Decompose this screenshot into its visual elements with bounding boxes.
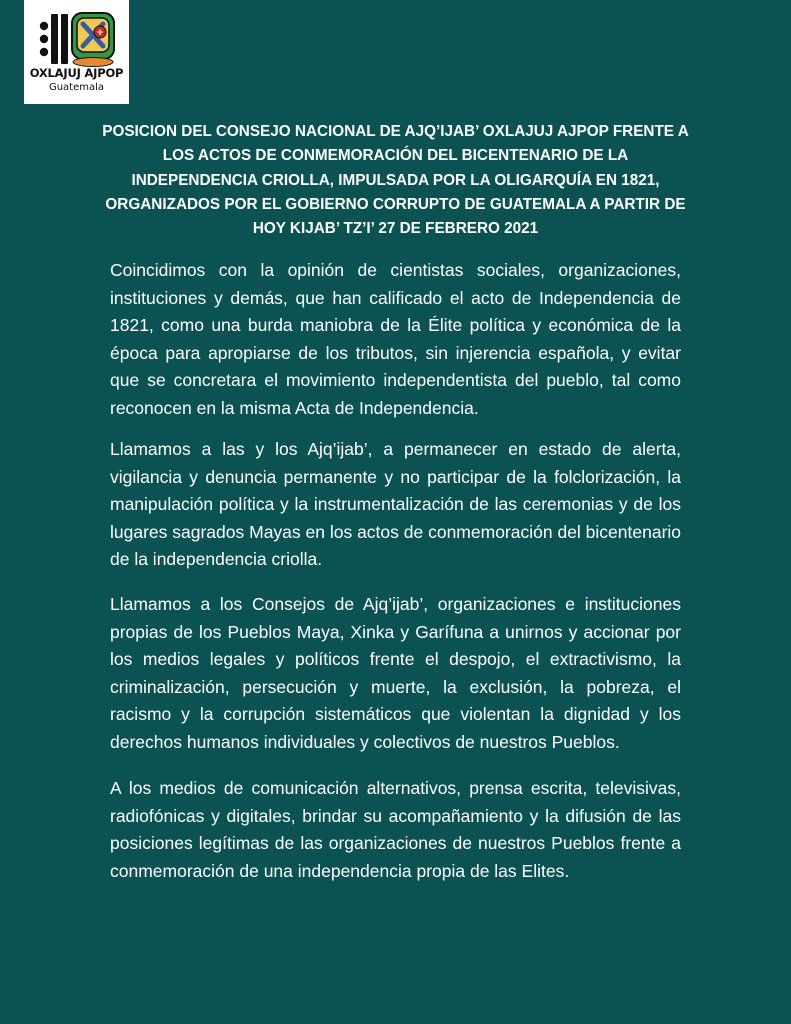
- svg-text:+: +: [96, 28, 104, 38]
- paragraph-4: A los medios de comunicación alternativos, prensa escrita, televisivas, radiofónicas y digitales, brindar su acompañamiento y la difusión de las posiciones legítimas de las organizaciones de nuestros Pueblos frente a conmemoración de una independencia propia de las Elites.: [110, 778, 681, 881]
- mayan-number-thirteen-glyph-icon: [38, 10, 118, 68]
- paragraph-3: Llamamos a los Consejos de Ajq’ijab’, organizaciones e instituciones propias de los Pueblos Maya, Xinka y Garífuna a unirnos y accionar por los medios legales y políticos frente el despojo, el extractivismo, la criminalización, persecución y muerte, la exclusión, la pobreza, el racismo y la corrupción sistemáticos que violentan la dignidad y los derechos humanos individuales y colectivos de nuestros Pueblos.: [110, 594, 681, 752]
- paragraph-1: Coincidimos con la opinión de cientistas sociales, organizaciones, instituciones y demás, que han calificado el acto de Independencia de 1821, como una burda maniobra de la Élite política y económica de la época para apropiarse de los tributos, sin injerencia española, y evitar que se concretara el movimiento independentista del pueblo, tal como reconocen en la misma Acta de Independencia.: [110, 260, 681, 418]
- organization-logo: [24, 0, 129, 104]
- logo-organization-name: OXLAJUJ AJPOP: [29, 66, 124, 80]
- paragraph-2: Llamamos a las y los Ajq’ijab’, a permanecer en estado de alerta, vigilancia y denuncia permanente y no participar de la folclorización, la manipulación política y la instrumentalización de las ceremonias y de los lugares sagrados Mayas en los actos de conmemoración del bicentenario de la independencia criolla.: [110, 439, 682, 569]
- logo-country-label: Guatemala: [48, 82, 105, 93]
- document-title: POSICION DEL CONSEJO NACIONAL DE AJQ’IJAB’ OXLAJUJ AJPOP FRENTE A LOS ACTOS DE CONMEMORACIÓN DEL BICENTENARIO DE LA INDEPENDENCIA CRIOLLA, IMPULSADA POR LA OLIGARQUÍA EN 1821, ORGANIZADOS POR EL GOBIERNO CORRUPTO DE GUATEMALA A PARTIR DE HOY KIJAB’ TZ’I’ 27 DE FEBRERO 2021: [102, 123, 689, 238]
